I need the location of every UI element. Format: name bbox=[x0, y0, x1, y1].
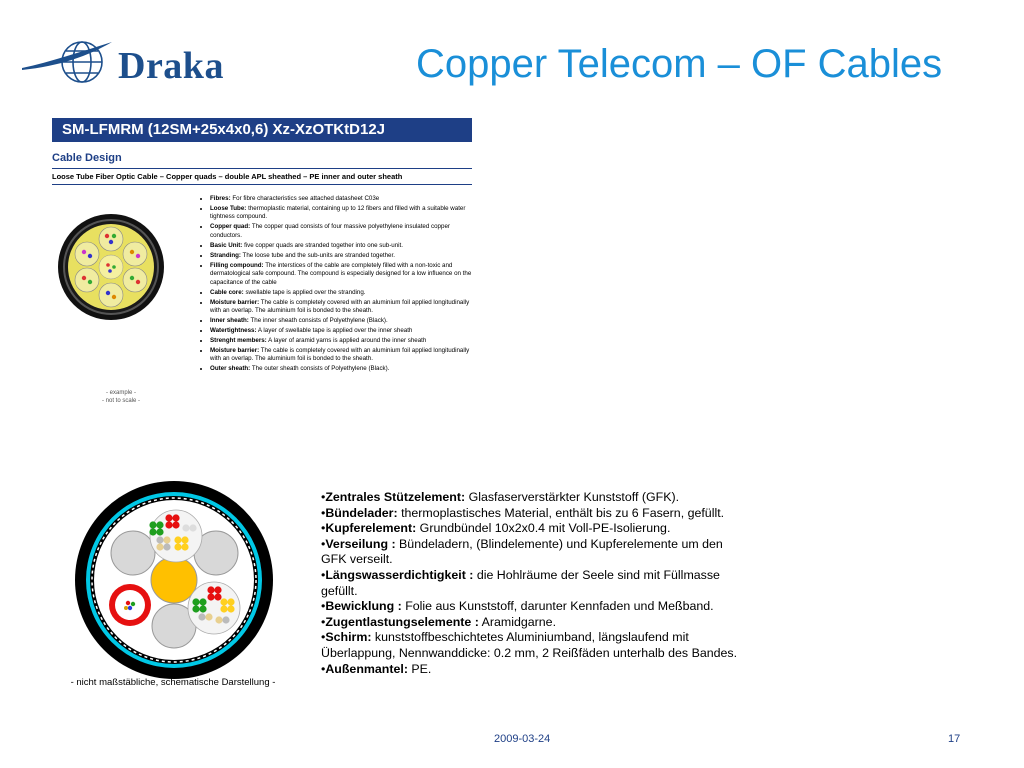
datasheet-item: • Outer sheath: The outer sheath consists of Polyethylene (Black). bbox=[210, 365, 472, 374]
datasheet-section-title: Cable Design bbox=[52, 152, 122, 164]
datasheet-item: • Loose Tube: thermoplastic material, containing up to 12 fibers and filled with a suitable water tightness compound. bbox=[210, 205, 472, 222]
datasheet-design-list bbox=[200, 195, 472, 375]
datasheet-item: • Filling compound: The interstices of the cable are completely filled with a non-toxic and dermatological safe compound. The compound is especially designed for a low influence on the capacitance of the cable bbox=[210, 262, 472, 288]
description-item: •Schirm: kunststoffbeschichtetes Aluminiumband, längslaufend mit Überlappung, Nennwanddicke: 0.2 mm, 2 Reißfäden unterhalb des Bandes. bbox=[321, 630, 738, 660]
datasheet-divider bbox=[52, 184, 472, 185]
datasheet-item: • Strenght members: A layer of aramid yarns is applied around the inner sheath bbox=[210, 337, 472, 346]
logo-text: Draka bbox=[118, 45, 224, 87]
description-item: •Längswasserdichtigkeit : die Hohlräume der Seele sind mit Füllmasse gefüllt. bbox=[321, 567, 720, 598]
description-item: •Verseilung : Bündeladern, (Blindelemente) und Kupferelemente um den GFK verseilt. bbox=[321, 536, 723, 567]
not-to-scale-label: - not to scale - bbox=[101, 398, 140, 404]
datasheet-subtitle: Loose Tube Fiber Optic Cable – Copper quads – double APL sheathed – PE inner and outer sheath bbox=[52, 172, 403, 181]
description-item: •Außenmantel: PE. bbox=[321, 661, 432, 676]
diagram-caption: - nicht maßstäbliche, schematische Darstellung - bbox=[70, 677, 276, 688]
slide-title: Copper Telecom – OF Cables bbox=[416, 42, 943, 86]
datasheet-item: • Fibres: For fibre characteristics see attached datasheet C03e bbox=[210, 195, 472, 204]
cable-description-list bbox=[321, 490, 751, 677]
description-item: •Bündelader: thermoplastisches Material, enthält bis zu 6 Fasern, gefüllt. bbox=[321, 505, 725, 520]
datasheet-header: SM-LFMRM (12SM+25x4x0,6) Xz-XzOTKtD12J bbox=[52, 118, 472, 142]
description-item: •Bewicklung : Folie aus Kunststoff, darunter Kennfaden und Meßband. bbox=[321, 599, 714, 614]
example-label: - example - bbox=[105, 390, 136, 396]
datasheet-item: • Watertightness: A layer of swellable tape is applied over the inner sheath bbox=[210, 327, 472, 336]
description-item: •Zentrales Stützelement: Glasfaserverstärkter Kunststoff (GFK). bbox=[321, 490, 680, 504]
datasheet-divider bbox=[52, 168, 472, 169]
datasheet-item: • Copper quad: The copper quad consists of four massive polyethylene insulated copper conductors. bbox=[210, 223, 472, 240]
datasheet-item: • Moisture barrier: The cable is completely covered with an aluminium foil applied longitudinally with an overlap. The aluminium foil is bonded to the sheath. bbox=[210, 347, 472, 364]
datasheet-cable-cross-section bbox=[56, 212, 166, 322]
datasheet-item: • Cable core: swellable tape is applied over the stranding. bbox=[210, 289, 472, 298]
cable-cross-section-diagram bbox=[74, 480, 274, 680]
description-item: •Kupferelement: Grundbündel 10x2x0.4 mit Voll-PE-Isolierung. bbox=[321, 521, 671, 536]
datasheet-item: • Inner sheath: The inner sheath consists of Polyethylene (Black). bbox=[210, 317, 472, 326]
datasheet-example-note bbox=[86, 389, 156, 405]
datasheet-item: • Moisture barrier: The cable is completely covered with an aluminium foil applied longitudinally with an overlap. The aluminium foil is bonded to the sheath. bbox=[210, 299, 472, 316]
description-item: •Zugentlastungselemente : Aramidgarne. bbox=[321, 614, 557, 629]
page-number: 17 bbox=[948, 733, 961, 745]
datasheet-item: • Stranding: The loose tube and the sub-units are stranded together. bbox=[210, 252, 472, 261]
footer-date: 2009-03-24 bbox=[494, 733, 551, 745]
datasheet-item: • Basic Unit: five copper quads are stranded together into one sub-unit. bbox=[210, 242, 472, 251]
